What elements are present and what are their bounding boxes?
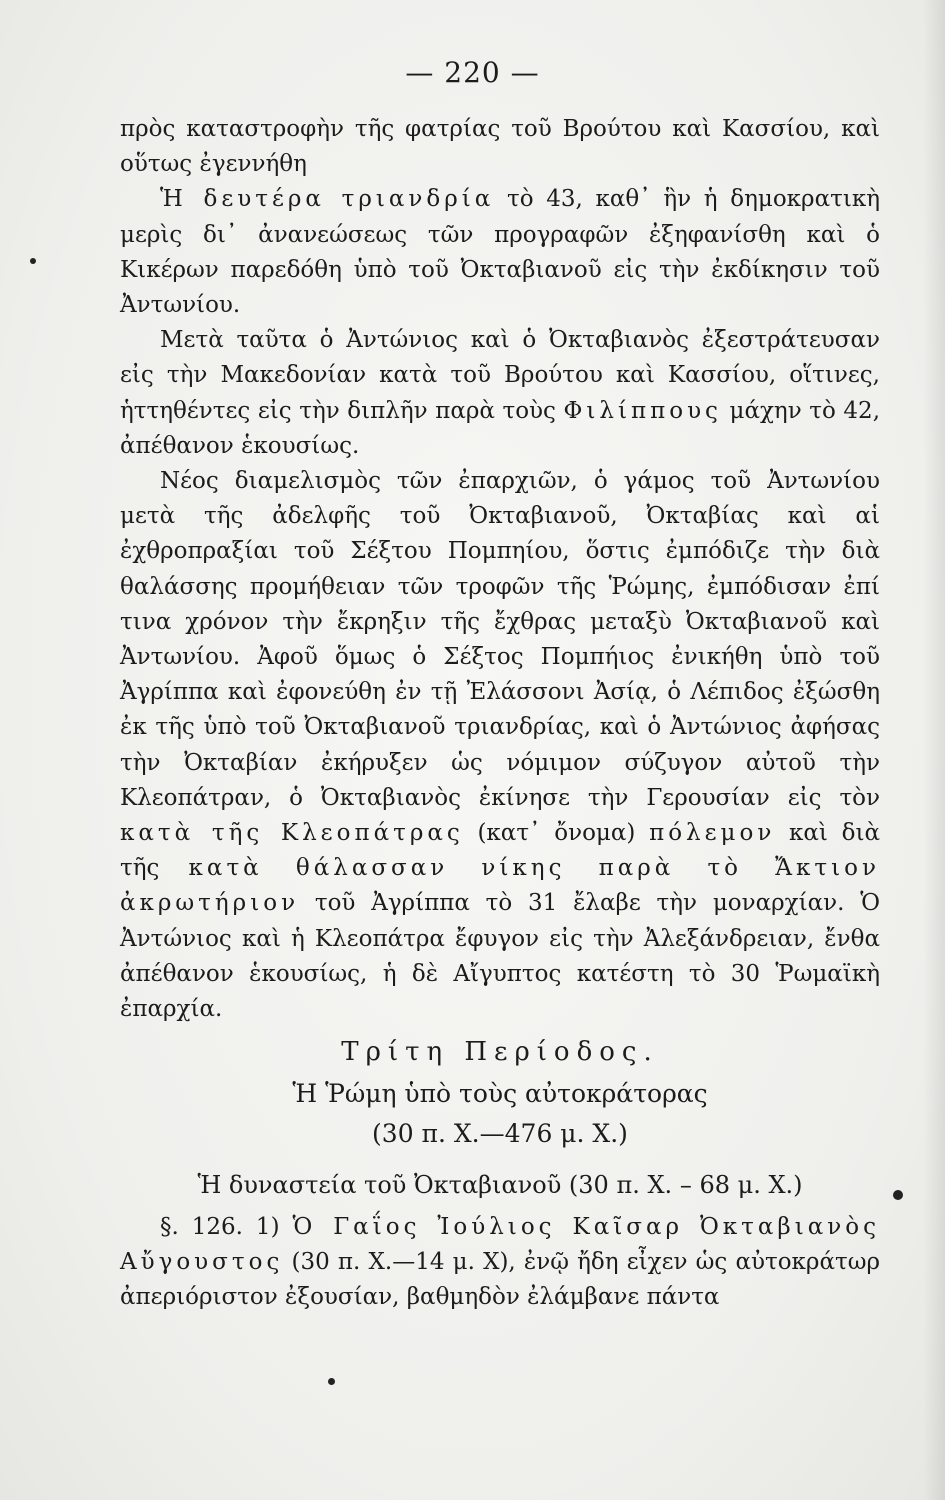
ink-speck	[328, 1378, 335, 1385]
page-number: — 220 —	[405, 56, 540, 89]
ink-speck	[893, 1190, 903, 1200]
paragraph-4	[120, 464, 880, 1027]
paragraph-1: πρὸς καταστροφὴν τῆς φατρίας τοῦ Βρούτου καὶ Κασσίου, καὶ οὕτως ἐγεννήθη	[120, 116, 880, 178]
paragraph-4-text-c: καὶ διὰ τῆς	[120, 820, 881, 882]
paragraph-4-text-a: Νέος διαμελισμὸς τῶν ἐπαρχιῶν, ὁ γάμος τοῦ Ἀντωνίου μετὰ τῆς ἀδελφῆς τοῦ Ὀκταβιανοῦ, Ὀκταβίας καὶ αἱ ἐχθροπραξίαι τοῦ Σέξτου Πομπηίου, ὅστις ἐμπόδιζε τὴν διὰ θαλάσσης προμήθειαν τῶν τροφῶν τῆς Ῥώμης, ἐμπόδισαν ἐπί τινα χρόνον τὴν ἔκρηξιν τῆς ἔχθρας μεταξὺ Ὀκταβιανοῦ καὶ Ἀντωνίου. Ἀφοῦ ὅμως ὁ Σέξτος Πομπήιος ἐνικήθη ὑπὸ τοῦ Ἀγρίππα καὶ ἐφονεύθη ἐν τῇ Ἐλάσσονι Ἀσίᾳ, ὁ Λέπιδος ἐξώσθη ἐκ τῆς ὑπὸ τοῦ Ὀκταβιανοῦ τριανδρίας, καὶ ὁ Ἀντώνιος ἀφήσας τὴν Ὀκταβίαν ἐκήρυξεν ὡς νόμιμον σύζυγον αὐτοῦ τὴν Κλεοπάτραν, ὁ Ὀκταβιανὸς ἐκίνησε τὴν Γερουσίαν εἰς τὸν	[120, 468, 880, 811]
paragraph-4-text-d: τοῦ Ἀγρίππα τὸ 31 ἔλαβε τὴν μοναρχίαν. Ὁ Ἀντώνιος καὶ ἡ Κλεοπάτρα ἔφυγον εἰς τὴν Ἀλεξάνδρειαν, ἔνθα ἀπέθανον ἑκουσίως, ἡ δὲ Αἴγυπτος κατέστη τὸ 30 Ῥωμαϊκὴ ἐπαρχία.	[120, 890, 880, 1023]
period-heading: Τρίτη Περίοδος.	[341, 1037, 659, 1068]
section-number: §. 126. 1)	[160, 1213, 293, 1240]
period-subtitle-line-1: Ἡ Ῥώμη ὑπὸ τοὺς αὐτοκράτορας	[292, 1079, 708, 1109]
body-text	[120, 112, 880, 1315]
section-126	[120, 1210, 880, 1316]
spaced-term-augustus: Ὁ Γαΐος Ἰούλιος Καῖσαρ Ὀκταβιανὸς Αὔγουστος	[120, 1213, 880, 1275]
paragraph-2	[120, 182, 880, 323]
paragraph-3-text-b: μάχην τὸ 42, ἀπέθανον ἑκουσίως.	[120, 397, 880, 459]
page-edge-shadow	[923, 0, 945, 1500]
period-subtitle-line-2: (30 π. Χ.—476 μ. Χ.)	[372, 1119, 628, 1149]
spaced-term-philippi: Φιλίππους	[563, 397, 722, 424]
paragraph-3	[120, 323, 880, 464]
paragraph-3-text-a: Μετὰ ταῦτα ὁ Ἀντώνιος καὶ ὁ Ὀκταβιανὸς ἐξεστράτευσαν εἰς τὴν Μακεδονίαν κατὰ τοῦ Βρούτου καὶ Κασσίου, οἵτινες, ἡττηθέντες εἰς τὴν διπλῆν παρὰ τοὺς	[120, 327, 880, 424]
spaced-term-against-cleopatra: κατὰ τῆς Κλεοπάτρας	[120, 820, 464, 847]
section-126-text: (30 π. Χ.—14 μ. Χ), ἐνῷ ἤδη εἶχεν ὡς αὐτοκράτωρ ἀπεριόριστον ἐξουσίαν, βαθμηδὸν ἐλάμβανε πάντα	[120, 1248, 880, 1311]
paragraph-2-text: τὸ 43, καθ᾽ ἣν ἡ δημοκρατικὴ μερὶς δι᾽ ἀνανεώσεως τῶν προγραφῶν ἐξηφανίσθη καὶ ὁ Κικέρων παρεδόθη ὑπὸ τοῦ Ὀκταβιανοῦ εἰς τὴν ἐκδίκησιν τοῦ Ἀντωνίου.	[120, 186, 880, 319]
dynasty-heading: Ἡ δυναστεία τοῦ Ὀκταβιανοῦ (30 π. Χ. – 68 μ. Χ.)	[197, 1171, 803, 1200]
ink-speck	[30, 258, 36, 264]
spaced-term-second-triumvirate: Ἡ δευτέρα τριανδρία	[160, 186, 495, 213]
paragraph-4-text-b: (κατ᾽ ὄνομα)	[463, 820, 650, 847]
spaced-term-war: πόλεμον	[649, 820, 776, 847]
spaced-term-actium: κατὰ θάλασσαν νίκης παρὰ τὸ Ἄκτιον ἀκρωτήριον	[120, 855, 880, 917]
